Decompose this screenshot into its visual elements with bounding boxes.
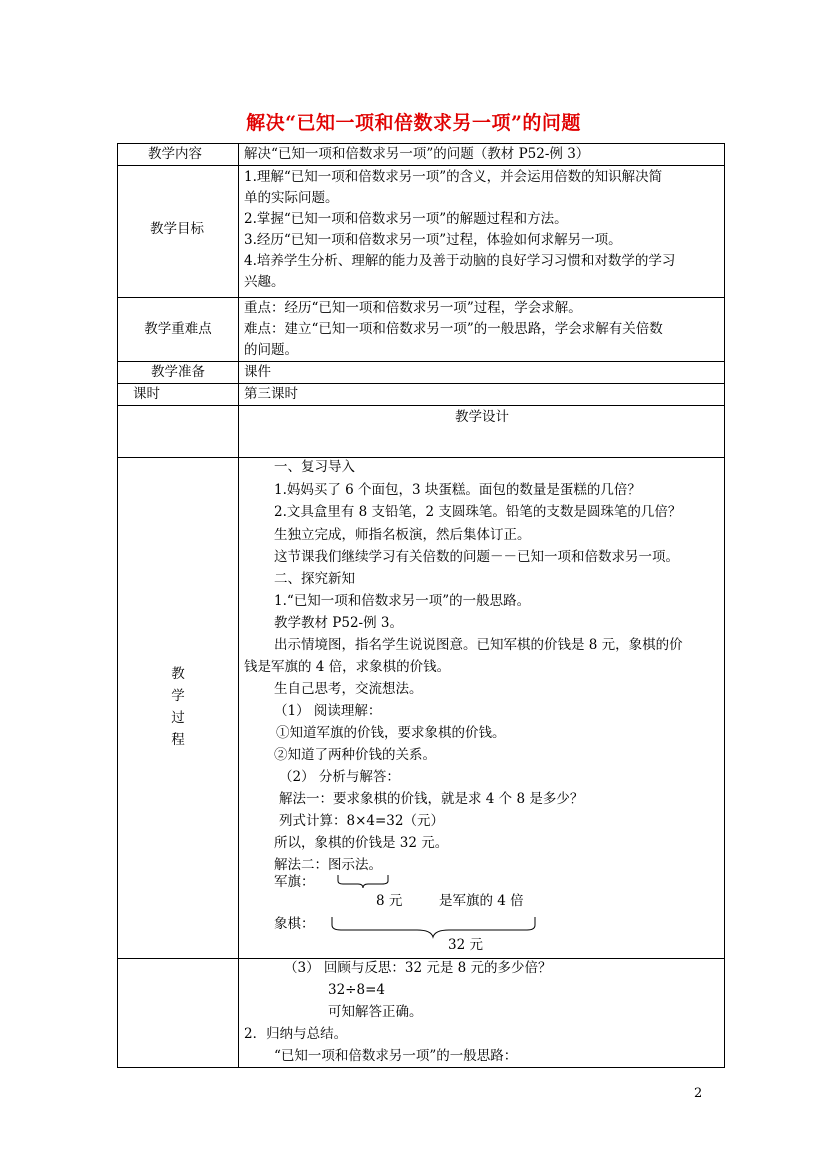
diagram-total: 32 元 [448,937,483,953]
diagram-times-label: 是军旗的 4 倍 [439,893,524,909]
page-number: 2 [694,1086,703,1101]
process-line: 解法二：图示法。 [274,857,382,873]
process-char: 程 [171,732,185,748]
lesson-plan-table [117,143,725,1068]
process-line: 1.“已知一项和倍数求另一项”的一般思路。 [274,593,531,609]
diagram-junqi-label: 军旗： [274,874,315,890]
process-line: 生独立完成，师指名板演，然后集体订正。 [274,527,531,543]
process-char: 过 [171,710,185,726]
value-prep: 课件 [244,364,271,380]
process-line: ①知道军旗的价钱，要求象棋的价钱。 [276,725,506,741]
diagram-xiangqi-label: 象棋： [274,916,315,932]
label-content: 教学内容 [148,146,202,162]
document-title: 解决“已知一项和倍数求另一项”的问题 [246,112,581,134]
process-line: 可知解答正确。 [328,1004,423,1020]
key-point-line: 重点：经历“已知一项和倍数求另一项”过程，学会求解。 [244,300,582,316]
goal-line: 3.经历“已知一项和倍数求另一项”过程，体验如何求解另一项。 [244,232,622,248]
goal-line: 兴趣。 [244,274,285,290]
label-period: 课时 [133,386,160,402]
process-line: 教学教材 P52-例 3。 [274,615,403,631]
value-period: 第三课时 [244,386,298,402]
goal-line: 2.掌握“已知一项和倍数求另一项”的解题过程和方法。 [244,211,568,227]
process-line: 二、探究新知 [274,571,355,587]
process-line: 列式计算：8×4=32（元） [279,813,444,829]
process-line: “已知一项和倍数求另一项”的一般思路： [274,1048,518,1064]
process-line: （1） 阅读理解： [274,703,382,719]
process-line: 解法一：要求象棋的价钱，就是求 4 个 8 是多少？ [279,791,584,807]
process-line: 2.文具盒里有 8 支铅笔，2 支圆珠笔。铅笔的支数是圆珠笔的几倍？ [274,504,682,520]
goal-line: 4.培养学生分析、理解的能力及善于动脑的良好学习习惯和对数学的学习 [244,253,676,269]
process-char: 教 [171,666,185,682]
label-goals: 教学目标 [150,221,204,237]
process-char: 学 [171,688,185,704]
junqi-brace [338,875,388,888]
design-header: 教学设计 [455,409,509,425]
process-line: 1.妈妈买了 6 个面包，3 块蛋糕。面包的数量是蛋糕的几倍？ [274,482,641,498]
key-point-line: 难点：建立“已知一项和倍数求另一项”的一般思路，学会求解有关倍数 [244,321,663,337]
process-line: 生自己思考，交流想法。 [274,681,423,697]
process-line: 出示情境图，指名学生说说图意。已知军棋的价钱是 8 元，象棋的价 [274,637,683,653]
key-point-line: 的问题。 [244,342,298,358]
goal-line: 单的实际问题。 [244,190,339,206]
process-line: 钱是军旗的 4 倍，求象棋的价钱。 [244,659,451,675]
xiangqi-brace [332,917,535,937]
process-line: 一、复习导入 [274,459,355,475]
process-line: （2） 分析与解答： [279,769,400,785]
label-key-points: 教学重难点 [144,321,212,337]
process-line: （3） 回顾与反思：32 元是 8 元的多少倍？ [284,960,552,976]
process-line: 这节课我们继续学习有关倍数的问题－－已知一项和倍数求另一项。 [274,549,679,565]
process-line: 32÷8=4 [328,982,385,998]
process-line: 2．归纳与总结。 [244,1026,348,1042]
value-content: 解决“已知一项和倍数求另一项”的问题（教材 P52-例 3） [244,146,590,162]
process-line: ②知道了两种价钱的关系。 [274,747,436,763]
diagram-eight-yuan: 8 元 [376,893,403,909]
process-line: 所以，象棋的价钱是 32 元。 [274,835,449,851]
goal-line: 1.理解“已知一项和倍数求另一项”的含义，并会运用倍数的知识解决简 [244,169,663,185]
label-prep: 教学准备 [151,364,205,380]
bracket-diagram [117,143,725,1068]
